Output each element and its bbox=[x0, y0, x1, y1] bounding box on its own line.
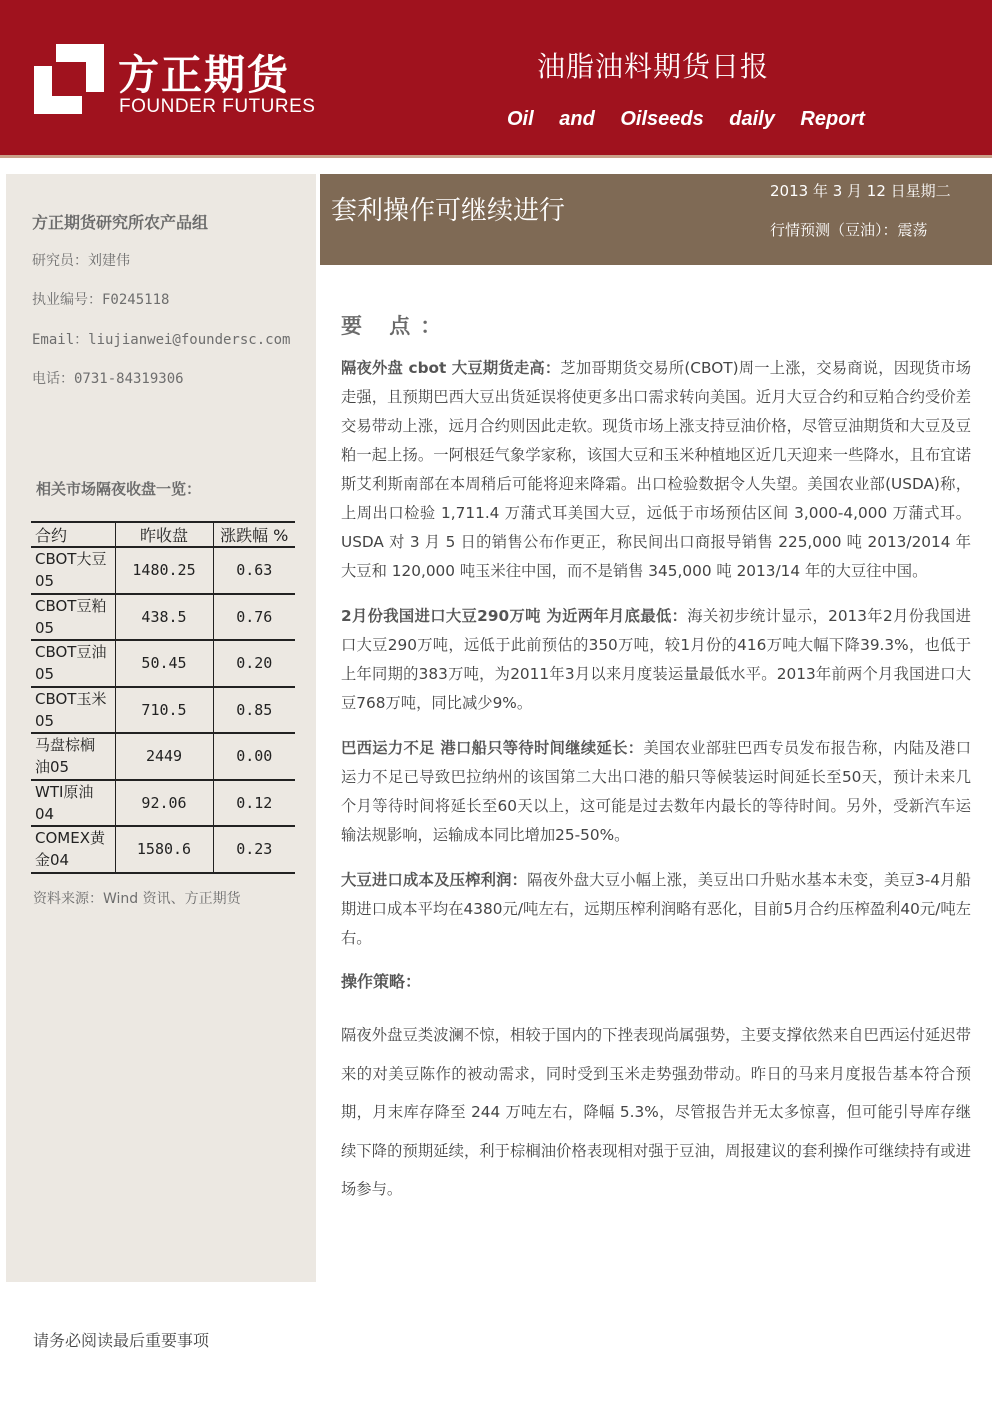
analyst-name: 研究员：刘建伟 bbox=[32, 253, 130, 269]
contract-cell: COMEX黄 金04 bbox=[31, 826, 115, 873]
paragraph-crush-margin bbox=[341, 866, 971, 953]
change-cell: 0.23 bbox=[213, 826, 295, 873]
header-close: 昨收盘 bbox=[115, 522, 213, 547]
contract-cell: WTI原油 04 bbox=[31, 780, 115, 827]
contact-email: Email：liujianwei@foundersc.com bbox=[32, 332, 291, 348]
report-name-cn: 油脂油料期货日报 bbox=[537, 50, 770, 83]
table-header-row bbox=[31, 522, 295, 547]
table-row bbox=[31, 826, 295, 873]
paragraph-lead: 隔夜外盘 cbot 大豆期货走高： bbox=[341, 359, 561, 377]
paragraph-body: 芝加哥期货交易所(CBOT)周一上涨，交易商说，因现货市场走强，且预期巴西大豆出货延误将使更多出口需求转向美国。近月大豆合约和豆粕合约受价差交易带动上涨，远月合约则因此走软。现货市场上涨支持豆油价格，尽管豆油期货和大豆及豆粕一起上扬。一阿根廷气象学家称，该国大豆和玉米种植地区近几天迎来一些降水，且布宜诺斯艾利斯南部在本周稍后可能将迎来降霜。出口检验数据令人失望。美国农业部(USDA)称，上周出口检验 1,711.4 万蒲式耳美国大豆，远低于市场预估区间 3,000-4,000 万蒲式耳。USDA 对 3 月 5 日的销售公布作更正，称民间出口商报导销售 225,000 吨 2013/2014 年大豆和 120,000 吨玉米往中国，而不是销售 345,000 吨 2013/14 年的大豆往中国。 bbox=[341, 359, 971, 580]
license-number: 执业编号：F0245118 bbox=[32, 292, 170, 308]
table-row bbox=[31, 594, 295, 641]
close-cell: 1480.25 bbox=[115, 547, 213, 594]
paragraph-imports bbox=[341, 602, 971, 718]
contract-cell: CBOT豆粕 05 bbox=[31, 594, 115, 641]
data-source: 资料来源：Wind 资讯、方正期货 bbox=[33, 891, 241, 907]
market-forecast: 行情预测（豆油）：震荡 bbox=[770, 221, 928, 239]
header-contract: 合约 bbox=[31, 522, 115, 547]
table-row bbox=[31, 547, 295, 594]
disclaimer-note: 请务必阅读最后重要事项 bbox=[33, 1331, 210, 1350]
founder-logo-icon bbox=[34, 44, 104, 114]
paragraph-body: 隔夜外盘大豆小幅上涨，美豆出口升贴水基本未变，美豆3-4月船期进口成本平均在4380元/吨左右，远期压榨利润略有恶化，目前5月合约压榨盈利40元/吨左右。 bbox=[341, 871, 971, 947]
key-points-heading: 要 点： bbox=[341, 314, 452, 338]
contract-cell: CBOT玉米 05 bbox=[31, 687, 115, 734]
paragraph-brazil bbox=[341, 734, 971, 850]
paragraph-cbot bbox=[341, 354, 971, 586]
close-cell: 438.5 bbox=[115, 594, 213, 641]
table-row bbox=[31, 733, 295, 780]
change-cell: 0.85 bbox=[213, 687, 295, 734]
close-cell: 50.45 bbox=[115, 640, 213, 687]
change-cell: 0.76 bbox=[213, 594, 295, 641]
strategy-heading: 操作策略： bbox=[341, 972, 422, 991]
report-name-en: Oil and Oilseeds daily Report bbox=[507, 108, 865, 130]
table-row bbox=[31, 687, 295, 734]
paragraph-lead: 大豆进口成本及压榨利润： bbox=[341, 871, 528, 889]
paragraph-body: 海关初步统计显示，2013年2月份我国进口大豆290万吨，远低于此前预估的350万吨，较1月份的416万吨大幅下降39.3%，也低于上年同期的383万吨，为2011年3月以来月度装运量最低水平。2013年前两个月我国进口大豆768万吨，同比减少9%。 bbox=[341, 607, 971, 712]
table-row bbox=[31, 640, 295, 687]
header-banner bbox=[0, 0, 992, 158]
table-row bbox=[31, 780, 295, 827]
contract-cell: CBOT大豆 05 bbox=[31, 547, 115, 594]
contact-phone: 电话：0731-84319306 bbox=[32, 371, 184, 387]
header-change: 涨跌幅 % bbox=[213, 522, 295, 547]
report-title: 套利操作可继续进行 bbox=[331, 196, 566, 226]
paragraph-body: 美国农业部驻巴西专员发布报告称，内陆及港口运力不足已导致巴拉纳州的该国第二大出口港的船只等候装运时间延长至50天，预计未来几个月等待时间将延长至60天以上，这可能是过去数年内最长的等待时间。另外，受新汽车运输法规影响，运输成本同比增加25-50%。 bbox=[341, 739, 971, 844]
close-cell: 92.06 bbox=[115, 780, 213, 827]
paragraph-lead: 2月份我国进口大豆290万吨 为近两年月底最低： bbox=[341, 607, 688, 625]
contract-cell: CBOT豆油 05 bbox=[31, 640, 115, 687]
main-content bbox=[341, 310, 971, 1209]
close-cell: 2449 bbox=[115, 733, 213, 780]
strategy-text: 隔夜外盘豆类波澜不惊，相较于国内的下挫表现尚属强势，主要支撑依然来自巴西运付延迟带来的对美豆陈作的被动需求，同时受到玉米走势强劲带动。昨日的马来月度报告基本符合预期，月末库存降至 244 万吨左右，降幅 5.3%，尽管报告并无太多惊喜，但可能引导库存继续下降的预期延续，利于棕榈油价格表现相对强于豆油，周报建议的套利操作可继续持有或进场参与。 bbox=[341, 1026, 971, 1198]
paragraph-lead: 巴西运力不足 港口船只等待时间继续延长： bbox=[341, 739, 644, 757]
market-table bbox=[31, 521, 295, 874]
change-cell: 0.63 bbox=[213, 547, 295, 594]
market-table-title: 相关市场隔夜收盘一览： bbox=[36, 480, 202, 498]
contract-cell: 马盘棕榈 油05 bbox=[31, 733, 115, 780]
change-cell: 0.00 bbox=[213, 733, 295, 780]
research-group: 方正期货研究所农产品组 bbox=[32, 213, 209, 232]
change-cell: 0.12 bbox=[213, 780, 295, 827]
close-cell: 1580.6 bbox=[115, 826, 213, 873]
change-cell: 0.20 bbox=[213, 640, 295, 687]
brand-name-en: FOUNDER FUTURES bbox=[119, 96, 316, 117]
brand-name-cn: 方正期货 bbox=[118, 51, 290, 99]
report-date: 2013 年 3 月 12 日星期二 bbox=[770, 182, 951, 200]
close-cell: 710.5 bbox=[115, 687, 213, 734]
